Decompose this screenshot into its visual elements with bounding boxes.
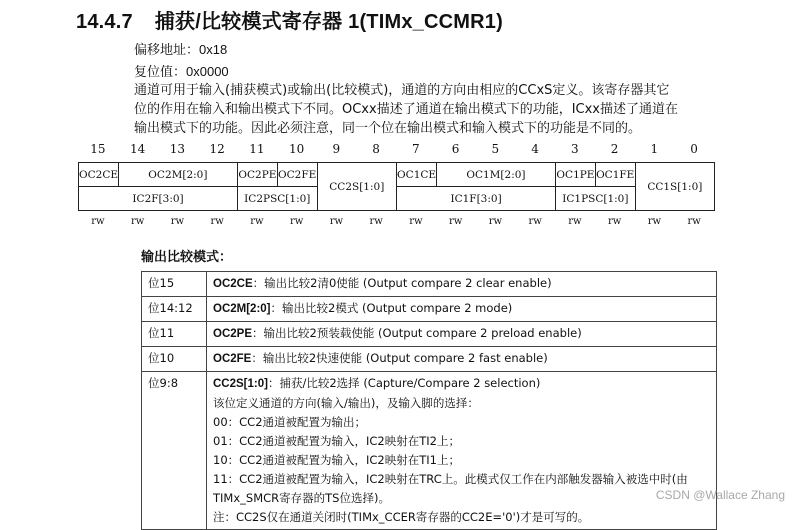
reset-label: 复位值：	[134, 65, 187, 80]
field-oc2ce: OC2CE	[79, 163, 119, 187]
access-type: rw	[329, 216, 344, 227]
detail-line: 00：CC2通道被配置为输出；	[213, 415, 367, 429]
bit-number: 12	[209, 142, 225, 156]
field-name: OC2FE	[213, 353, 252, 365]
access-type: rw	[607, 216, 622, 227]
access-type: rw	[170, 216, 185, 227]
offset-value: 0x18	[199, 42, 228, 57]
watermark: CSDN @Wallace Zhang	[655, 488, 785, 502]
offset-label: 偏移地址：	[134, 43, 200, 58]
field-oc1ce: OC1CE	[397, 163, 437, 187]
field-name: CC2S[1:0]	[213, 378, 268, 390]
field-sep: ：	[270, 301, 283, 315]
detail-line: 该位定义通道的方向(输入/输出)，及输入脚的选择：	[213, 396, 479, 410]
table-row	[142, 297, 717, 322]
access-type: rw	[409, 216, 423, 227]
description-line: 位的作用在输入和输出模式下不同。OCxx描述了通道在输出模式下的功能，ICxx描述了通道在	[134, 102, 678, 117]
bit-number: 4	[531, 142, 539, 156]
bit-number: 10	[288, 142, 305, 156]
bit-number: 3	[571, 142, 579, 156]
access-type: rw	[250, 216, 264, 227]
table-row	[142, 372, 717, 530]
field-name: OC2M[2:0]	[213, 303, 271, 315]
field-text: 输出比较2预装载使能 (Output compare 2 preload enable)	[263, 326, 582, 340]
bit-number: 11	[249, 142, 265, 156]
bit-number: 8	[372, 142, 380, 156]
field-text: 输出比较2快速使能 (Output compare 2 fast enable)	[262, 351, 548, 365]
access-type: rw	[687, 216, 701, 227]
bit-number: 13	[169, 142, 186, 156]
field-sep: ：	[252, 276, 265, 290]
field-oc2m: OC2M[2:0]	[118, 163, 237, 187]
field-description-table	[141, 271, 717, 530]
bit-range: 位9:8	[142, 372, 207, 530]
register-description	[134, 81, 734, 138]
description-line: 输出模式下的功能。因此必须注意，同一个位在输出模式和输入模式下的功能是不同的。	[134, 121, 642, 136]
field-desc	[207, 372, 717, 530]
bit-number: 15	[90, 142, 106, 156]
bit-number: 2	[610, 142, 619, 156]
field-name: OC2CE	[213, 278, 253, 290]
field-cc1s: CC1S[1:0]	[635, 163, 715, 211]
access-type: rw	[369, 216, 383, 227]
bit-number: 0	[690, 142, 698, 156]
detail-line: 11：CC2通道被配置为输入，IC2映射在TRC上。此模式仅工作在内部触发器输入被选中时(由	[213, 472, 688, 486]
access-type: rw	[448, 216, 463, 227]
detail-line: 10：CC2通道被配置为输入，IC2映射在TI1上；	[213, 453, 460, 467]
detail-line: TIMx_SMCR寄存器的TS位选择)。	[213, 491, 390, 505]
field-sep: ：	[252, 326, 264, 340]
table-row	[142, 322, 717, 347]
description-line: 通道可用于输入(捕获模式)或输出(比较模式)，通道的方向由相应的CCxS定义。该寄存器其它	[134, 83, 670, 98]
bit-number: 9	[332, 142, 341, 156]
table-row	[142, 272, 717, 297]
field-oc2fe: OC2FE	[277, 163, 317, 187]
field-desc	[207, 297, 717, 322]
register-map	[78, 162, 715, 211]
bit-range: 位15	[142, 272, 207, 297]
access-type: rw	[528, 216, 542, 227]
table-row	[142, 347, 717, 372]
section-number: 14.4.7	[76, 11, 133, 33]
field-oc1fe: OC1FE	[595, 163, 635, 187]
detail-line: 01：CC2通道被配置为输入，IC2映射在TI2上；	[213, 434, 460, 448]
field-oc1m: OC1M[2:0]	[436, 163, 555, 187]
field-desc	[207, 322, 717, 347]
field-text: 捕获/比较2选择 (Capture/Compare 2 selection)	[279, 376, 541, 390]
access-type: rw	[568, 216, 582, 227]
field-sep: ：	[251, 351, 263, 365]
access-type: rw	[289, 216, 304, 227]
section-title	[76, 5, 503, 34]
access-type: rw	[488, 216, 503, 227]
bit-number: 7	[412, 142, 420, 156]
bit-number-row	[78, 142, 714, 158]
access-type: rw	[210, 216, 224, 227]
cc2s-details	[213, 394, 710, 527]
access-row	[78, 216, 714, 230]
field-text: 输出比较2清0使能 (Output compare 2 clear enable)	[264, 276, 552, 290]
field-cc2s: CC2S[1:0]	[317, 163, 397, 211]
subsection-title: 输出比较模式：	[141, 250, 233, 265]
access-type: rw	[91, 216, 105, 227]
field-ic1psc: IC1PSC[1:0]	[556, 187, 636, 211]
bit-number: 6	[451, 142, 460, 156]
field-ic2psc: IC2PSC[1:0]	[238, 187, 318, 211]
bit-number: 5	[491, 142, 500, 156]
field-oc2pe: OC2PE	[238, 163, 278, 187]
bit-range: 位10	[142, 347, 207, 372]
field-text: 输出比较2模式 (Output compare 2 mode)	[282, 301, 513, 315]
bit-range: 位14:12	[142, 297, 207, 322]
bit-number: 1	[650, 142, 659, 156]
access-type: rw	[647, 216, 662, 227]
field-ic2f: IC2F[3:0]	[79, 187, 238, 211]
bit-number: 14	[129, 142, 146, 156]
field-ic1f: IC1F[3:0]	[397, 187, 556, 211]
field-sep: ：	[267, 376, 280, 390]
field-desc	[207, 347, 717, 372]
access-type: rw	[130, 216, 145, 227]
reset-value	[134, 61, 229, 80]
bit-range: 位11	[142, 322, 207, 347]
detail-line: 注：CC2S仅在通道关闭时(TIMx_CCER寄存器的CC2E='0')才是可写的。	[213, 510, 590, 524]
field-desc	[207, 272, 717, 297]
field-oc1pe: OC1PE	[556, 163, 596, 187]
field-name: OC2PE	[213, 328, 252, 340]
reset-value-text: 0x0000	[186, 64, 229, 79]
section-heading: 捕获/比较模式寄存器 1(TIMx_CCMR1)	[154, 11, 503, 33]
offset-address	[134, 39, 227, 58]
